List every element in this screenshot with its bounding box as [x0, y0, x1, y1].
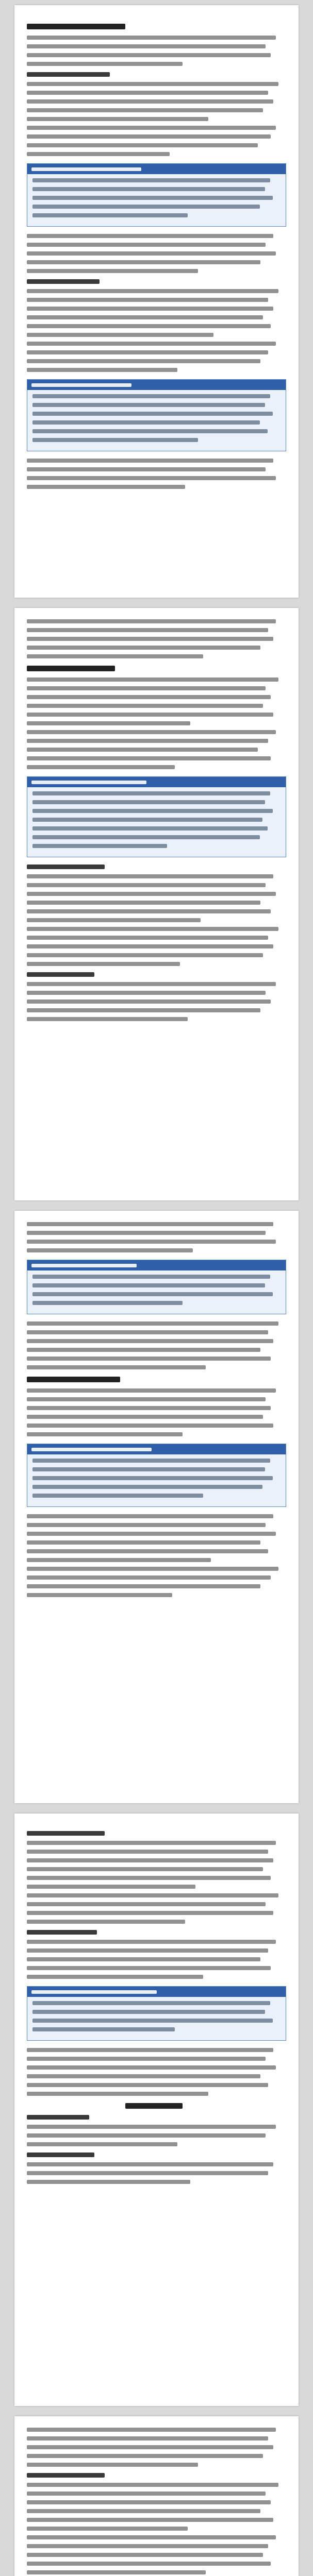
callout-box	[27, 1986, 286, 2041]
callout-header	[27, 164, 286, 174]
callout-box	[27, 163, 286, 227]
callout-box	[27, 1444, 286, 1507]
callout-box	[27, 379, 286, 451]
callout-header	[27, 1444, 286, 1454]
callout-box	[27, 1260, 286, 1314]
page-heading	[125, 2103, 183, 2109]
callout-header	[27, 1260, 286, 1270]
document-page-4	[14, 1814, 299, 2406]
callout-header	[27, 380, 286, 390]
document-page-3	[14, 1211, 299, 1803]
document-page-2	[14, 608, 299, 1200]
page-heading	[27, 24, 125, 29]
document-page-1	[14, 5, 299, 598]
document-page-5	[14, 2416, 299, 2576]
callout-header	[27, 1987, 286, 1997]
callout-box	[27, 776, 286, 857]
callout-header	[27, 777, 286, 787]
page-heading	[27, 1377, 120, 1382]
page-heading	[27, 666, 115, 671]
